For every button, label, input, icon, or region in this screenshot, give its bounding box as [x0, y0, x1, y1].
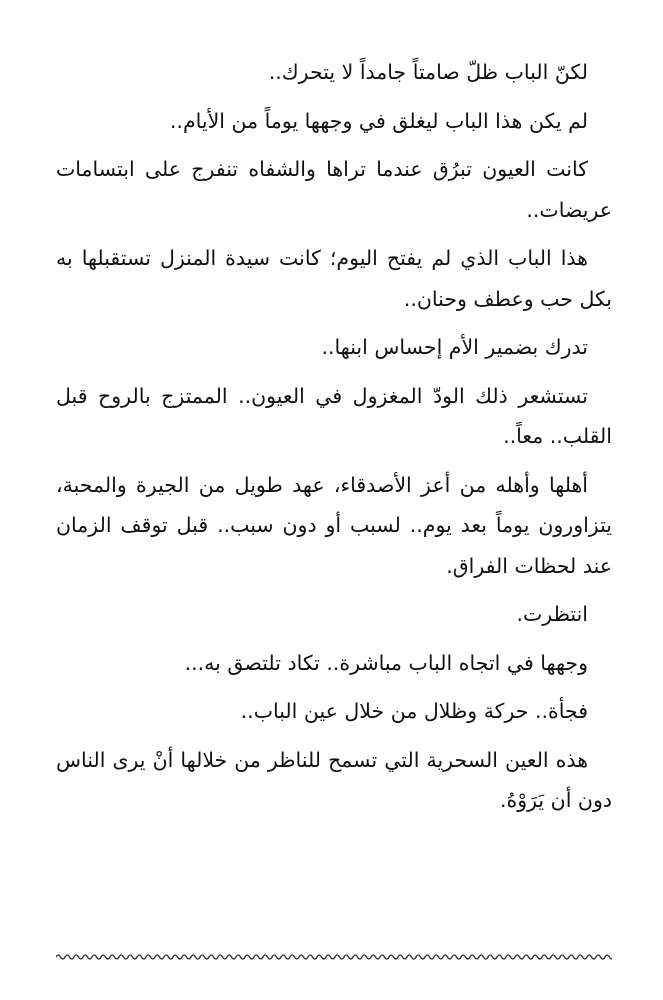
paragraph: هذا الباب الذي لم يفتح اليوم؛ كانت سيدة المنزل تستقبلها به بكل حب وعطف وحنان.. [56, 246, 612, 311]
paragraph: تستشعر ذلك الودّ المغزول في العيون.. الممتزج بالروح قبل القلب.. معاً.. [56, 383, 612, 448]
wavy-divider [56, 950, 612, 964]
paragraph: انتظرت. [516, 602, 588, 626]
paragraph: لكنّ الباب ظلّ صامتاً جامداً لا يتحرك.. [268, 60, 588, 84]
paragraph: وجهها في اتجاه الباب مباشرة.. تكاد تلتصق به... [184, 650, 588, 675]
paragraph: كانت العيون تبرُق عندما تراها والشفاه تنفرج على ابتسامات عريضات.. [56, 157, 612, 222]
paragraph: فجأة.. حركة وظلال من خلال عين الباب.. [240, 699, 588, 723]
paragraph: أهلها وأهله من أعز الأصدقاء، عهد طويل من الجيرة والمحبة، يتزاورون يوماً بعد يوم.. لسبب أو دون سبب.. قبل توقف الزمان عند لحظات الفراق. [56, 472, 612, 578]
document-body [56, 52, 612, 829]
paragraph: لم يكن هذا الباب ليغلق في وجهها يوماً من الأيام.. [169, 108, 588, 133]
paragraph: تدرك بضمير الأم إحساس ابنها.. [321, 335, 588, 359]
paragraph: هذه العين السحرية التي تسمح للناظر من خلالها أنْ يرى الناس دون أن يَرَوْهُ. [56, 747, 612, 812]
